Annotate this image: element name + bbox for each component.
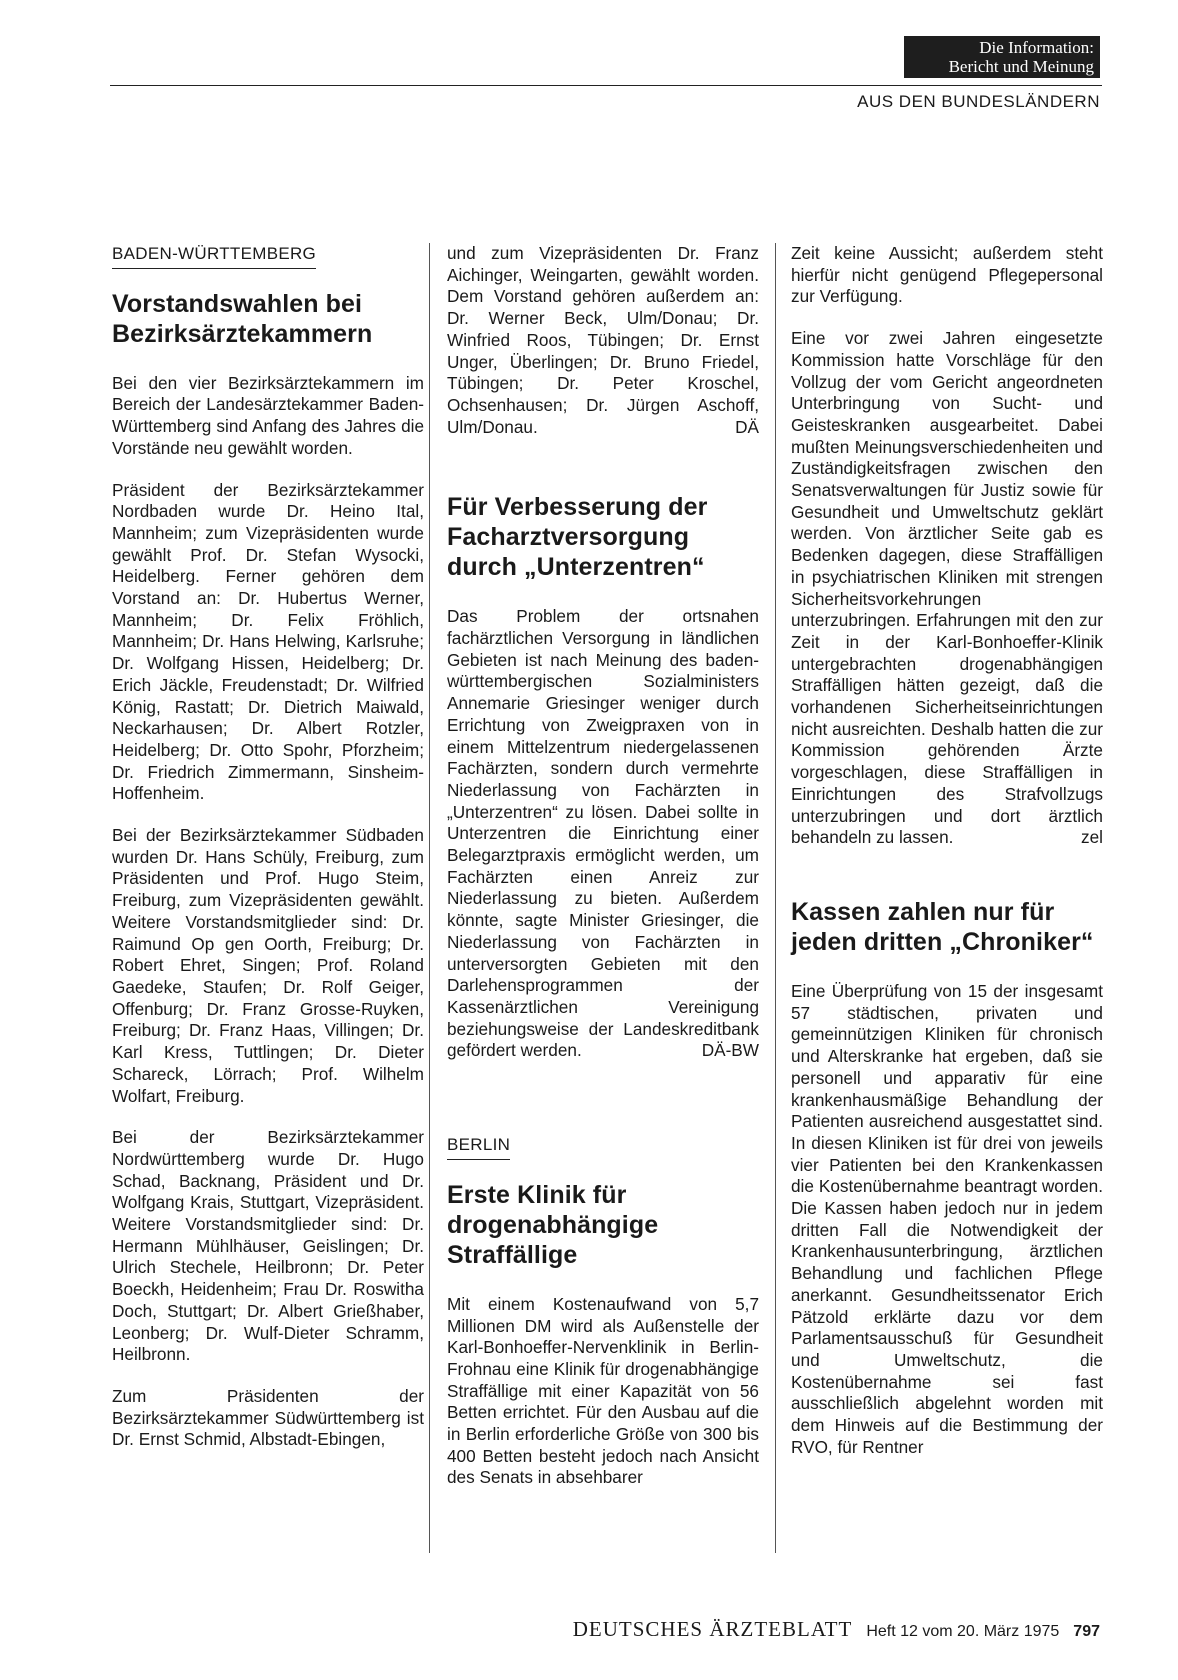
article-paragraph: Bei den vier Bezirksärztekammern im Bereich der Landesärztekammer Baden-Württemberg sind Anfang des Jahres die Vorstände neu gewählt worden. [112,372,424,458]
article-continuation: Zeit keine Aussicht; außerdem steht hierfür nicht genügend Pflegepersonal zur Verfügung. [791,243,1103,307]
article-headline: Vorstandswahlen bei Bezirksärztekammern [112,289,373,348]
region-label: BADEN-WÜRTTEMBERG [112,243,316,269]
article-paragraph: Zum Präsidenten der Bezirksärztekammer Südwürttemberg ist Dr. Ernst Schmid, Albstadt-Ebingen, [112,1385,424,1450]
page-number: 797 [1073,1623,1100,1640]
region-label: BERLIN [447,1134,510,1160]
continuation-text: und zum Vizepräsidenten Dr. Franz Aichinger, Weingarten, gewählt worden. Dem Vorstand gehören außerdem an: Dr. Werner Beck, Ulm/Donau; Dr. Winfried Roos, Tübingen; Dr. Ernst Unger, Überlingen; Dr. Bruno Friedel, Tübingen; Dr. Peter Kroschel, Ochsenhausen; Dr. Jürgen Aschoff, Ulm/Donau. [447,243,759,437]
article-paragraph [447,606,759,1062]
author-signature: DÄ-BW [701,1040,759,1061]
header-rule [110,85,1102,86]
article-paragraph [791,328,1103,849]
column-2 [447,243,759,1509]
article-paragraph: Eine Überprüfung von 15 der insgesamt 57 städtischen, privaten und gemeinnützigen Kliniken für chronisch und Alterskranke hat ergeben, daß sie personell und apparativ für eine krankenhausmäßige Behandlung der Patienten ausreichend ausgestattet sind. In diesen Kliniken ist für drei von jeweils vier Patienten bei den Krankenkassen die Kostenübernahme beantragt worden. Die Kassen haben jedoch nur in jedem dritten Fall die Notwendigkeit der Krankenhausunterbringung, ärztlichen Behandlung und fachlichen Pflege anerkannt. Gesundheitssenator Erich Pätzold erklärte dazu vor dem Parlamentsausschuß für Gesundheit und Umweltschutz, die Kostenübernahme sei fast ausschließlich abgelehnt worden mit dem Hinweis auf die Bestimmung der RVO, für Rentner [791,980,1103,1457]
column-divider [429,243,430,1553]
column-1 [112,243,424,1471]
author-signature: zel [1081,827,1103,848]
article-paragraph: Mit einem Kostenaufwand von 5,7 Millionen DM wird als Außenstelle der Karl-Bonhoeffer-Nervenklinik in Berlin-Frohnau eine Klinik für drogenabhängige Straffällige mit einer Kapazität von 56 Betten errichtet. Für den Ausbau auf die in Berlin erforderliche Größe von 300 bis 400 Betten besteht jedoch nach Ansicht des Senats in absehbarer [447,1293,759,1488]
section-name: AUS DEN BUNDESLÄNDERN [857,92,1100,111]
banner-line-2: Bericht und Meinung [948,57,1094,76]
article-paragraph: Präsident der Bezirksärztekammer Nordbaden wurde Dr. Heino Ital, Mannheim; zum Vizepräsidenten wurde gewählt Prof. Dr. Stefan Wysocki, Heidelberg. Ferner gehören dem Vorstand an: Dr. Hubertus Werner, Mannheim; Dr. Felix Fröhlich, Mannheim; Dr. Hans Helwing, Karlsruhe; Dr. Wolfgang Hissen, Heidelberg; Dr. Erich Jäckle, Freudenstadt; Dr. Wilfried König, Rastatt; Dr. Dietrich Maiwald, Neckarhausen; Dr. Albert Rotzler, Heidelberg; Dr. Otto Spohr, Pforzheim; Dr. Friedrich Zimmermann, Sinsheim-Hoffenheim. [112,479,424,804]
column-divider [775,243,776,1553]
page-footer [573,1617,1100,1642]
article-headline: Erste Klinik für drogenabhängige Straffällige [447,1180,659,1269]
article-headline: Für Verbesserung der Facharztversorgung durch „Unterzentren“ [447,493,708,582]
column-3 [791,243,1103,1478]
banner-line-1: Die Information: [979,38,1094,57]
paragraph-text: Eine vor zwei Jahren eingesetzte Kommission hatte Vorschläge für den Vollzug der vom Gericht angeordneten Unterbringung von Sucht- und Geisteskranken ausgearbeitet. Dabei mußten Meinungsverschiedenheiten und Zuständigkeitsfragen zwischen den Senatsverwaltungen für Justiz sowie für Gesundheit und Umweltschutz geklärt werden. Von ärztlicher Seite gab es Bedenken dagegen, diese Straffälligen in psychiatrischen Kliniken mit strengen Sicherheitsvorkehrungen unterzubringen. Erfahrungen mit den zur Zeit in der Karl-Bonhoeffer-Klinik untergebrachten drogenabhängigen Straffälligen hätten gezeigt, daß die vorhandenen Sicherheitseinrichtungen nicht ausreichten. Deshalb hatten die zur Kommission gehörenden Ärzte vorgeschlagen, diese Straffälligen in Einrichtungen des Strafvollzugs unterzubringen und dort ärztlich behandeln zu lassen. [791,328,1103,848]
author-signature: DÄ [735,416,759,437]
article-headline: Kassen zahlen nur für jeden dritten „Chroniker“ [791,897,1094,956]
section-banner [904,36,1100,78]
journal-name: DEUTSCHES ÄRZTEBLATT [572,1617,853,1641]
article-continuation [447,243,759,438]
article-paragraph: Bei der Bezirksärztekammer Südbaden wurden Dr. Hans Schüly, Freiburg, zum Präsidenten und Prof. Hugo Steim, Freiburg, zum Vizepräsidenten gewählt. Weitere Vorstandsmitglieder sind: Dr. Raimund Op gen Oorth, Freiburg; Dr. Robert Ehret, Singen; Prof. Roland Gaedeke, Staufen; Dr. Rolf Geiger, Offenburg; Dr. Franz Grosse-Ruyken, Freiburg; Dr. Franz Haas, Villingen; Dr. Karl Kress, Tuttlingen; Dr. Dieter Schareck, Lörrach; Prof. Wilhelm Wolfart, Freiburg. [112,825,424,1106]
paragraph-text: Das Problem der ortsnahen fachärztlichen Versorgung in ländlichen Gebieten ist nach Meinung des baden-württembergischen Sozialministers Annemarie Griesinger weniger durch Errichtung von Zweigpraxen von in einem Mittelzentrum niedergelassenen Fachärzten, sondern durch vermehrte Niederlassung von Fachärzten in „Unterzentren“ zu lösen. Dabei sollte in Unterzentren die Einrichtung einer Belegarztpraxis ermöglicht werden, um Fachärzten einen Anreiz zur Niederlassung zu bieten. Außerdem könnte, sagte Minister Griesinger, die Niederlassung von Fachärzten in unterversorgten Gebieten mit den Darlehensprogrammen der Kassenärztlichen Vereinigung beziehungsweise der Landeskreditbank gefördert werden. [447,606,759,1061]
article-paragraph: Bei der Bezirksärztekammer Nordwürttemberg wurde Dr. Hugo Schad, Backnang, Präsident und Dr. Wolfgang Krais, Stuttgart, Vizepräsident. Weitere Vorstandsmitglieder sind: Dr. Hermann Mühlhäuser, Geislingen; Dr. Ulrich Stechele, Heilbronn; Dr. Peter Boeckh, Heidenheim; Frau Dr. Roswitha Doch, Stuttgart; Dr. Albert Grießhaber, Leonberg; Dr. Wulf-Dieter Schramm, Heilbronn. [112,1127,424,1365]
issue-info: Heft 12 vom 20. März 1975 [866,1623,1060,1640]
